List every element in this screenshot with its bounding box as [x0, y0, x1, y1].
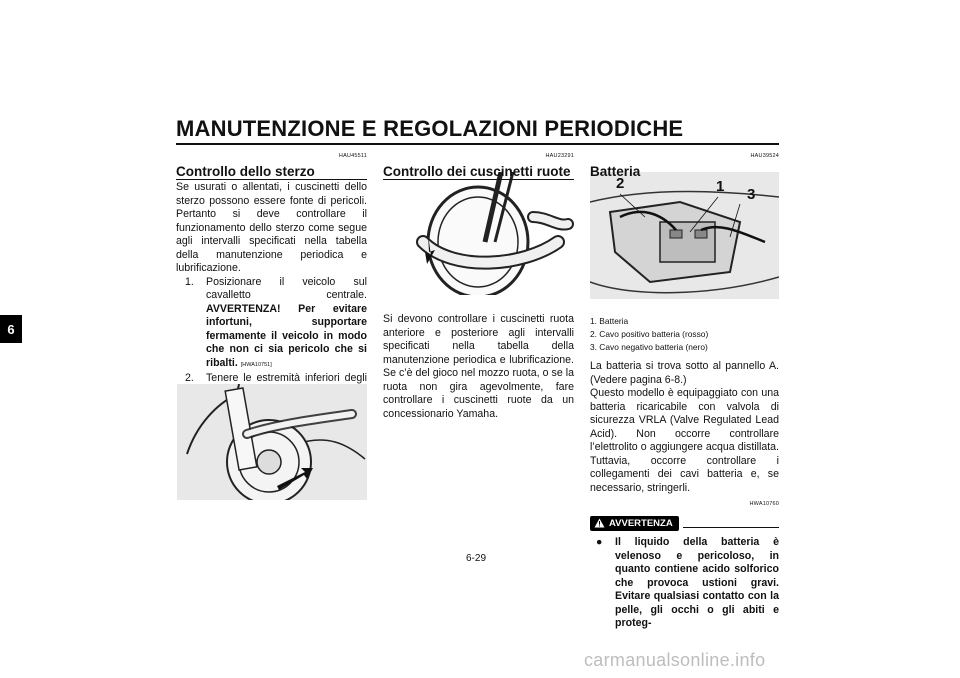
warning-header — [590, 516, 779, 532]
wheel-bearings-section — [383, 150, 574, 421]
warning-item-text: Il liquido della batteria è velenoso e pericoloso, in quanto contiene acido solforico che provoca ustioni gravi. Evitare qualsiasi contatto con la pelle, gli occhi o gli abiti e proteg- — [615, 536, 779, 629]
caption-item: 1. Batteria — [590, 316, 629, 326]
chapter-tab: 6 — [0, 315, 22, 343]
battery-section — [590, 150, 779, 631]
step1-text: Posizionare il veicolo sul cavalletto centrale. — [206, 275, 367, 301]
warning-ref-code: HWA10760 — [749, 501, 779, 507]
battery-body-2: Questo modello è equipaggiato con una batteria ricaricabile con valvola di sicurezza VRLA (Valve Regulated Lead Acid). Non occorre controllare l’elettrolito o aggiungere acqua distillata. Tuttavia, occorre controllare i collegamenti dei cavi batteria e, se necessario, stringerli. — [590, 387, 779, 494]
steering-figure — [177, 384, 367, 500]
bullet-icon: ● — [596, 536, 603, 548]
section-ref-code: HAU23291 — [545, 153, 574, 159]
warning-rule — [683, 519, 779, 528]
figure-captions — [590, 315, 779, 354]
wheel-bearings-title: Controllo dei cuscinetti ruote — [383, 165, 574, 181]
header-rule — [176, 143, 779, 145]
warning-badge — [590, 516, 679, 532]
section-ref-code: HAU45511 — [338, 153, 367, 159]
page-title: MANUTENZIONE E REGOLAZIONI PERIODICHE — [176, 116, 684, 141]
caption-item: 2. Cavo positivo batteria (rosso) — [590, 329, 709, 339]
callout-3: 3 — [747, 186, 756, 203]
watermark: carmanualsonline.info — [584, 650, 766, 670]
wheel-bearings-body: Si devono controllare i cuscinetti ruota anteriore e posteriore agli intervalli specificati nella tabella della manutenzione periodica e lubrificazione. Se c’è del gioco nel mozzo ruota, o se la ruota non gira agevolmente, fare controllare i cuscinetti ruote da un concessionario Yamaha. — [383, 313, 574, 420]
callout-1: 1 — [716, 178, 725, 195]
warning-triangle-icon — [594, 518, 605, 528]
battery-title: Batteria — [590, 163, 641, 179]
step-number: 1. — [185, 275, 194, 288]
fork-illustration — [177, 384, 367, 500]
warning-label: AVVERTENZA — [609, 517, 673, 529]
step-number: 2. — [185, 372, 194, 384]
step-item — [176, 276, 367, 373]
caption-item: 3. Cavo negativo batteria (nero) — [590, 342, 708, 352]
battery-body-1: La batteria si trova sotto al pannello A. (Vedere pagina 6-8.) — [590, 360, 779, 386]
callout-2: 2 — [616, 175, 625, 192]
steering-intro: Se usurati o allentati, i cuscinetti dello sterzo possono essere fonte di pericoli. Pertanto si deve controllare il funzionamento dello sterzo come segue agli intervalli specificati nella tabella della manutenzione periodica e lubrificazione. — [176, 181, 367, 274]
page-number: 6-29 — [466, 553, 487, 564]
warning-list — [590, 536, 779, 631]
steering-title: Controllo dello sterzo — [176, 165, 367, 181]
step-text: Tenere le estremità inferiori degli — [206, 372, 367, 384]
step1-ref: [HWA10751] — [240, 361, 272, 368]
section-ref-code: HAU39524 — [750, 153, 779, 159]
step1-warning: AVVERTENZA! Per evitare infortuni, supportare fermamente il veicolo in modo che non ci sia pericolo che si ribalti. — [206, 302, 367, 369]
step-text — [206, 276, 367, 373]
warning-item — [590, 536, 779, 631]
